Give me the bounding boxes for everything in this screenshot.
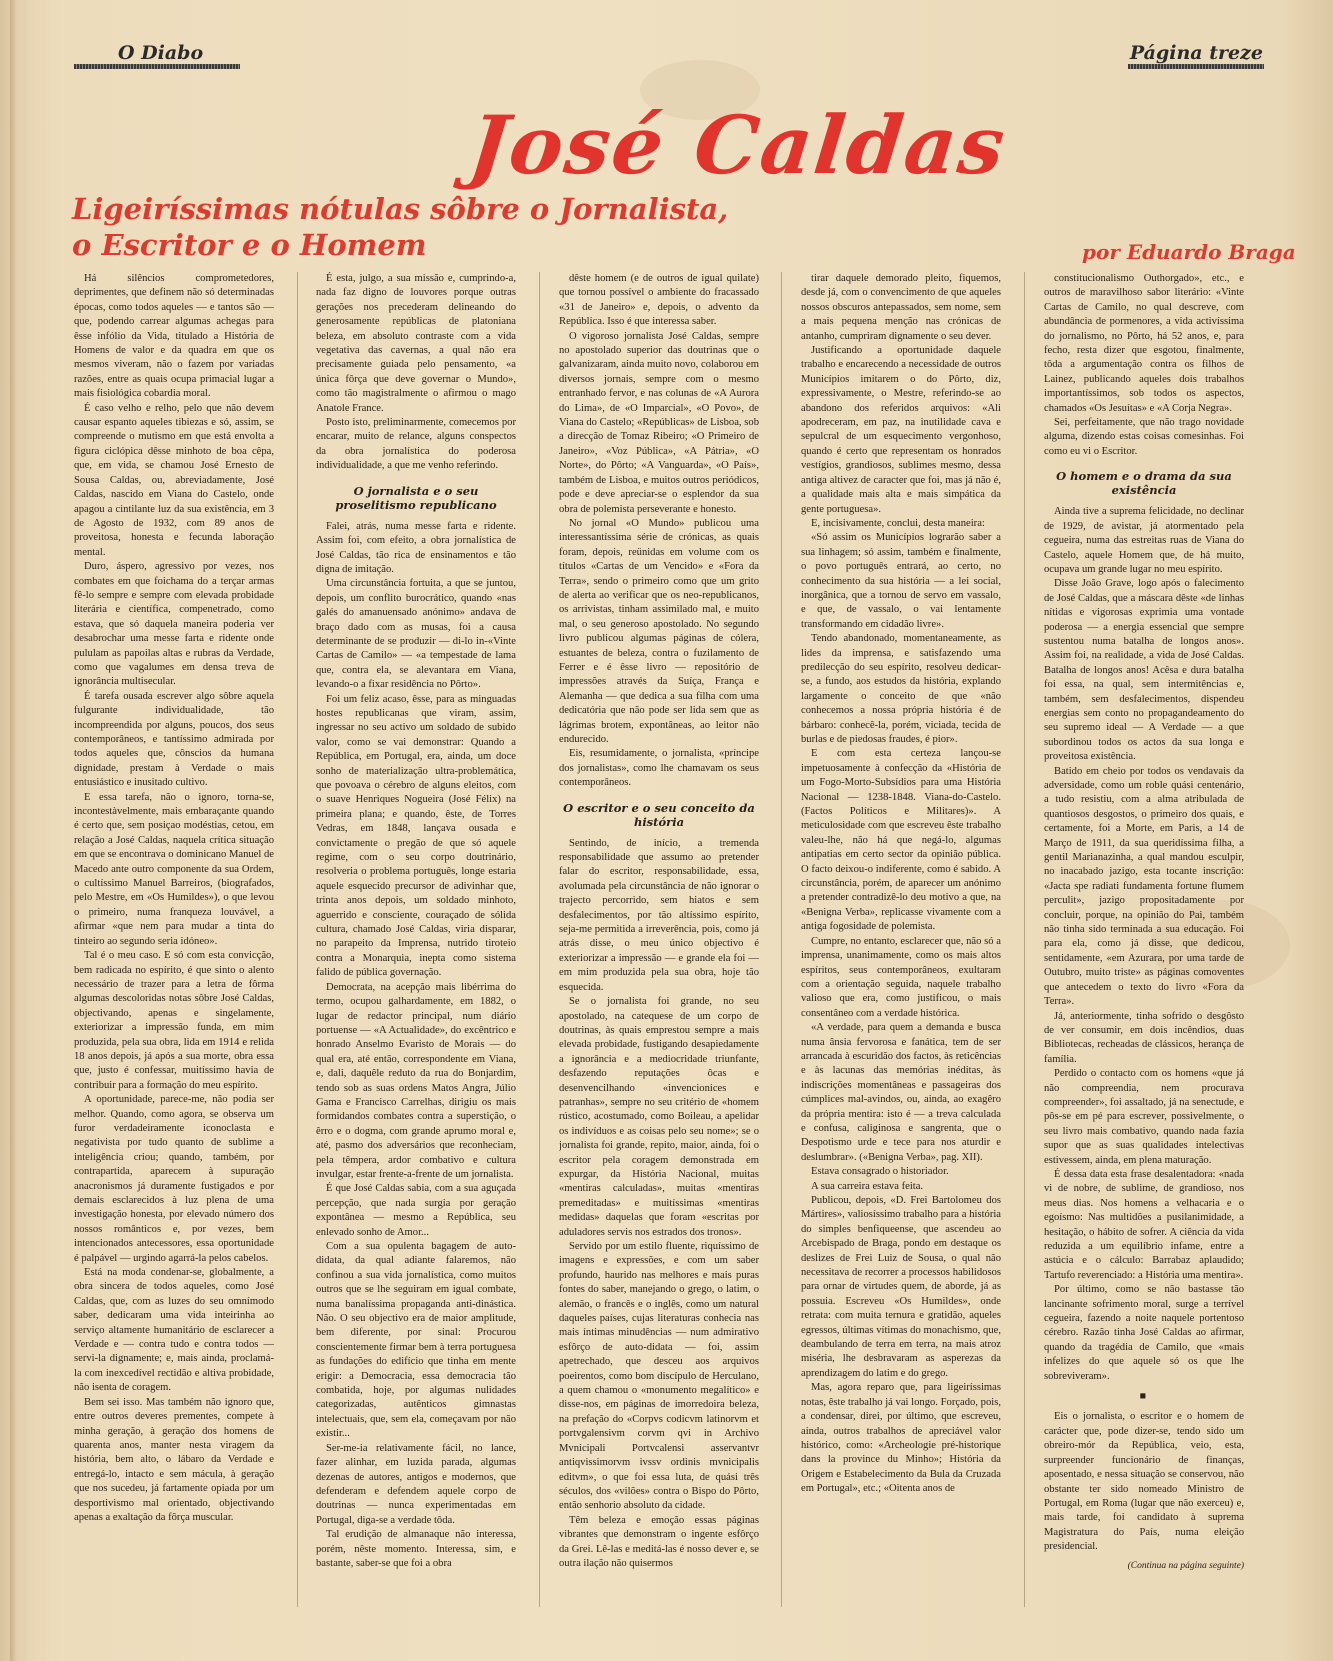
paragraph: A oportunidade, parece-me, não podia ser melhor. Quando, como agora, se observa um furor verdadeiramente iconoclasta e negativista por tudo quanto de sublime a inteligência criou; quando, também, por contrapartida, aparecem à supuração anacronismos já duramente fustigados e por demais esclarecidos à luz plena de uma investigação honesta, por elevado número dos nossos românticos e, por vezes, bem intencionados antecessores, essa oportunidade é palpável — urgindo agarrá-la pelos cabelos. xyxy=(74,1094,274,1264)
page-number: Página treze xyxy=(1129,42,1263,64)
paragraph: Batido em cheio por todos os vendavais da adversidade, como um roble quási centenário, a tudo resistiu, com a alma atribulada de quantiosos desgostos, o primeiro dos quais, e certamente, foi a Morte, em Paris, a 14 de Março de 1911, da sua queridíssima filha, a gentil Marianazinha, a qual mandou esculpir, no inacabado jazigo, esta tocante inscrição: «Jacta spe radiati fundamenta fortune flumem perculit», jazigo propositadamente por concluir, porque, na opinião do Pai, também não tinha sido terminada a sua educação. Foi para ela, como já disse, que dedicou, sentidamente, «em Azurara, por uma tarde de Outubro, muito triste» as páginas comoventes que antecedem o texto do livro «Fora da Terra». xyxy=(1044,765,1244,1008)
paragraph: Posto isto, preliminarmente, comecemos por encarar, muito de relance, alguns conspectos da obra jornalística do poderosa individualidade, a que me venho referindo. xyxy=(316,417,516,472)
header-rule-left xyxy=(74,64,240,69)
paragraph: E essa tarefa, não o ignoro, torna-se, incontestàvelmente, mais embaraçante quando é certo que, sem posiçao modéstias, cetou, em relação a José Caldas, naquela crítica situação em que se encontrava o dominicano Manuel de Macedo ante outro componente da sua Ordem, o cultíssimo Manuel Barreiros, (biografados, pelo Mestre, em «Os Humildes»), o que levou o primeiro, numa franqueza louvável, a afirmar «que nem para mudar a tinta do tinteiro ao segundo seria idóneo». xyxy=(74,791,274,947)
paragraph: No jornal «O Mundo» publicou uma interessantíssima série de crónicas, as quais foram, depois, reünidas em volume com os títulos «Cartas de um Vencido» e «Fora da Terra», sendo o primeiro como que um grito de alerta ao verificar que os neo-republicanos, os arrivistas, tinham assimilado mal, e muito mal, o seu generoso apostolado. No segundo livro publicou algumas páginas de cólera, estuantes de beleza, contra o fuzilamento de Ferrer e é êsse livro — repositório de impressões através da Suíça, França e Alemanha — que dedica a sua filha com uma dedicatória que não pode ser lida sem que as lágrimas brotem, expontâneas, ao leitor não endurecido. xyxy=(559,517,759,745)
paragraph: Estava consagrado o historiador. xyxy=(811,1166,949,1178)
paragraph: Ser-me-ia relativamente fácil, no lance, fazer alinhar, em luzida parada, algumas dezenas de autores, antigos e modernos, que defenderam e defendem aquele corpo de doutrinas — nunca experimentadas em Portugal, diga-se a verdade tôda. xyxy=(316,1442,516,1526)
column-divider xyxy=(1024,272,1025,1607)
paragraph: dêste homem (e de outros de igual quilate) que tornou possível o ambiente do fracassado «31 de Janeiro» e, depois, o advento da República. Isso é que interessa saber. xyxy=(559,273,759,328)
paragraph: Com a sua opulenta bagagem de auto-didata, da qual adiante falaremos, não confinou a sua vida jornalística, como muitos outros que se lhe seguiram em igual combate, numa banalíssima propaganda anti-dinástica. Não. O seu objectivo era de maior amplitude, bem diferente, por sinal: Procurou conscientemente firmar bem à terra portuguesa as fundações do edifício que tinha em mente erigir: a Democracia, essa democracia tão combatida, hoje, por algumas nulidades categorizadas, autênticos gimnastas intelectuais, que, sem ela, começavam por não existir... xyxy=(316,1241,516,1440)
paragraph: O vigoroso jornalista José Caldas, sempre no apostolado superior das doutrinas que o galvanizaram, ainda muito novo, colaborou em diversos jornais, sempre com o mesmo entranhado fervor, e nas colunas de «A Aurora do Lima», de «O Imparcial», «O Povo», de Viana do Castelo; «Repúblicas» de Lisboa, sob a direcção de Tomaz Ribeiro; «O Primeiro de Janeiro», «Voz Pública», «A Pátria», «O Norte», do Pôrto; «A Vanguarda», «O País», também de Lisboa, e muitos outros periódicos, pode e deve apreciar-se o esplendor da sua obra de polemista perseverante e honesto. xyxy=(559,330,759,515)
paragraph: Sentindo, de início, a tremenda responsabilidade que assumo ao pretender falar do escritor, responsabilidade, essa, avolumada pela circunstância de não ignorar o trajecto percorrido, sem hiatos e sem desfalecimentos, por tão altíssimo espírito, seja-me permitida a irreverência, pois, como já atrás disse, o meu único objectivo é exteriorizar a impressão — e grande ela foi — em mim produzida pela sua obra, hoje tão esquecida. xyxy=(559,837,759,993)
header-rule-right xyxy=(1128,64,1264,69)
paragraph: É que José Caldas sabia, com a sua aguçada percepção, que nada surgia por geração expontânea — mesmo a República, seu enlevado sonho de Amor... xyxy=(316,1183,516,1238)
paragraph: Por último, como se não bastasse tão lancinante sofrimento moral, surge a terrível cegueira, fazendo a noite naquele portentoso cérebro. Razão tinha José Caldas ao afirmar, quando da tragédia de Camilo, que «mais infelizes do que aquele só os que lhe sobreviveram». xyxy=(1044,1284,1244,1382)
page-fold-shadow xyxy=(10,0,16,1661)
article-subtitle-line1: Ligeiríssimas nótulas sôbre o Jornalista, xyxy=(72,192,729,226)
paragraph: Têm beleza e emoção essas páginas vibrantes que demonstram o ingente esfôrço da Grei. Lê-las e meditá-las é nosso dever e, se outra ilação não quisermos xyxy=(559,1514,759,1569)
paragraph: Falei, atrás, numa messe farta e ridente. Assim foi, com efeito, a obra jornalística de José Caldas, tão rica de ensinamentos e tão digna de imitação. xyxy=(316,520,516,575)
paragraph: E com esta certeza lançou-se impetuosamente à confecção da «História de um Fogo-Morto-Subsídios para uma História Nacional — 1238-1848. Viana-do-Castelo. (Factos Políticos e Militares)». A meticulosidade com que escreveu êste trabalho valeu-lhe, não há que negá-lo, algumas antipatias em certo sector da opinião pública. O facto deixou-o indiferente, como é sabido. A circunstância, porém, de aparecer um anónimo a pretender contradizê-lo deu motivo a que, na «Benigna Verba», replicasse vivamente com a antiga fogosidade de polemista. xyxy=(801,748,1001,933)
paragraph: Servido por um estilo fluente, riquíssimo de imagens e expressões, e com um saber profundo, haurido nas melhores e mais puras fontes do saber, manejando o grego, o latim, o alemão, o francês e o inglês, como um natural daqueles países, cujas literaturas conhecia nas mais íntimas minudências — num admirativo esfôrço de auto-didata — foi, assim apetrechado, que desceu aos arquivos poeirentos, como bom discípulo de Herculano, a quem chamou o «monumento megalítico» e disse-nos, em páginas de imorredoira beleza, na prefação do «Corpvs codicvm latinorvm et portvgalensivm corvm qvi in Archivo Mvnicipali Portvcalensi asservantvr antiqvissimorvm ivssv ordinis mvnicipalis editvm», o que foi essa luta, de quási três séculos, dos «vilões» contra o Bispo do Pôrto, então senhorio absoluto da cidade. xyxy=(559,1241,759,1512)
section-heading: O jornalista e o seu proselitismo republicano xyxy=(335,483,497,512)
section-separator: ■ xyxy=(1139,1391,1149,1403)
paragraph: É caso velho e relho, pelo que não devem causar espanto aqueles tibiezas e só, assim, se compreende o mutismo em que está envolta a figura ciclópica dêsse minhoto de boa cêpa, que, em vida, se chamou José Ernesto de Sousa Caldas, ou, abreviadamente, José Caldas, nascido em Viana do Castelo, onde apagou a cintilante luz da sua existência, em 3 de Agosto de 1932, com 89 anos de proveitosa, honesta e fecunda laboração mental. xyxy=(74,402,274,558)
text-column-4 xyxy=(801,272,1001,1607)
paragraph: Mas, agora reparo que, para ligeiríssimas notas, êste trabalho já vai longo. Forçado, pois, a condensar, direi, por último, que escreveu, ainda, outros trabalhos de apreciável valor histórico, como: «Archeologie pré-historique dans la province du Minho»; História da Origem e Estabelecimento da Bula da Cruzada em Portugal», etc.; «Oitenta anos de xyxy=(801,1382,1001,1495)
paragraph: Duro, áspero, agressivo por vezes, nos combates em que foichama do a terçar armas fê-lo sempre e sempre com elevada probidade literária e científica, compenetrado, como estava, que só daquela maneira poderia ver desabrochar uma messe farta e ridente onde pululam as papoilas altas e rubras da Verdade, como que vagalumes em densa treva de ignorância multisecular. xyxy=(74,561,274,688)
paragraph: tirar daquele demorado pleito, fiquemos, desde já, com o convencimento de que aqueles nossos obscuros antepassados, sem nome, sem a mais pequena menção nas crónicas de antanho, cumpriram dignamente o seu dever. xyxy=(801,273,1001,342)
paragraph: Sei, perfeitamente, que não trago novidade alguma, dizendo estas coisas comesinhas. Foi como eu vi o Escritor. xyxy=(1044,417,1244,457)
text-column-3 xyxy=(559,272,759,1607)
column-divider xyxy=(781,272,782,1607)
paragraph: E, incisivamente, conclui, desta maneira: xyxy=(811,517,985,529)
paragraph: Bem sei isso. Mas também não ignoro que, entre outros deveres prementes, compete à minha geração, à geração dos homens de quarenta anos, manter nesta viragem da história, bem alto, o lábaro da Verdade e entregá-lo, intacto e sem mácula, à geração que nos sucedeu, já fartamente opiada por um desportivismo mal orientado, objectivando apenas a exaltação da fôrça muscular. xyxy=(74,1396,274,1523)
paragraph: Democrata, na acepção mais libérrima do termo, ocupou galhardamente, em 1882, o lugar de redactor principal, num diário portuense — «A Actualidade», do excêntrico e honrado Anselmo Evaristo de Morais — do qual era, até então, correspondente em Viana, e, dali, daquêle reduto da rua do Bonjardim, tendo sob as suas ordens Matos Angra, Júlio Gama e Francisco Carrelhas, dirigiu os mais formidandos combates contra a superstição, o êrro e o dogma, com grande aprumo moral e, até, pasmo dos adversários que reconheciam, pela têmpera, ardor combativo e cultura invulgar, estar frente-a-frente de um jornalista. xyxy=(316,981,516,1180)
section-heading: O homem e o drama da sua existência xyxy=(1056,469,1232,498)
paragraph: Publicou, depois, «D. Frei Bartolomeu dos Mártires», valiosíssimo trabalho para a história do simples benfiqueense, que ascendeu ao Arcebispado de Braga, pondo em destaque os deslizes de Frei Luiz de Sousa, o qual não necessitava de recorrer a processos habilidosos para ornar de virtudes quem, de aborde, já as possuia. Escreveu «Os Humildes», onde retrata: com muita ternura e gratidão, aqueles egressos, últimas vítimas do monachismo, que, deambulando de terra em terra, na mais atroz miséria, lhe desbravaram as asperezas da aprendizagem do latim e do grego. xyxy=(801,1195,1001,1379)
paragraph: Tendo abandonado, momentaneamente, as lides da imprensa, e satisfazendo uma predilecção do seu espírito, resolveu dedicar-se, a fundo, aos estudos da história, explando largamente o conceito de que «não conhecemos a nossa própria história é de bárbaro: conhecê-la, porém, viciada, tecida de burlas e de piedosas fraudes, é pior». xyxy=(801,633,1001,745)
text-column-1 xyxy=(74,272,274,1607)
article-title: José Caldas xyxy=(465,98,1011,192)
paragraph: «Só assim os Municípios lograrão saber a sua linhagem; só assim, também e finalmente, o povo português entrará, ao certo, no conhecimento da sua história — a lei social, inorgânica, que a tornou de servo em vassalo, e que, de vassalo, o vai lentamente transformando em cidadão livre». xyxy=(801,532,1001,630)
article-byline: por Eduardo Braga xyxy=(1082,240,1296,264)
section-heading: O escritor e o seu conceito da história xyxy=(563,800,755,829)
paragraph: Já, anteriormente, tinha sofrido o desgôsto de ver consumir, em dois incêndios, duas Bibliotecas, recheadas de clássicos, herança de família. xyxy=(1044,1010,1244,1065)
paragraph: A sua carreira estava feita. xyxy=(811,1180,924,1192)
paragraph: Tal é o meu caso. E só com esta convicção, bem radicada no espírito, é que sinto o alento necessário de trazer para a letra de fôrma algumas descoloridas notas sôbre José Caldas, objectivando, apenas e singelamente, exteriorizar a impressão funda, em mim produzida, pela sua obra, lida em 1914 e relida 18 anos depois, já após a sua morte, obra essa que, justo é confessar, muitíssimo havia de contribuir para a formação do meu espírito. xyxy=(74,950,274,1091)
paragraph: Justificando a oportunidade daquele trabalho e encarecendo a necessidade de outros Municípios imitarem o do Pôrto, diz, expressivamente, o Mestre, referindo-se ao abandono dos referidos arquivos: «Ali apodreceram, em paz, na inutilidade cava e sepulcral de um esquecimento vergonhoso, quando é certo que representam os honrados vestígios, grandiosos, sublimes mesmo, dessa antiga altivez de caracter que foi, mas já não é, a qualidade mais alta e mais simpática da gente portuguesa». xyxy=(801,345,1001,515)
paragraph: Está na moda condenar-se, globalmente, a obra sincera de todos aqueles, como José Caldas, que, com as luzes do seu omnímodo saber, dedicaram uma vida inteirinha ao serviço altamente humanitário de esclarecer a Verdade e — contra tudo e contra todos — servi-la dignamente; e, mais ainda, proclamá-la com inexcedível rectidão e altiva probidade, não isenta de coragem. xyxy=(74,1267,274,1394)
continued-note: (Continua na página seguinte) xyxy=(1127,1560,1244,1571)
paragraph: É dessa data esta frase desalentadora: «nada vi de nobre, de sublime, de grandioso, nos meus dias. Nos homens a velhacaria e o egoísmo: Nas multidões a pusilanimidade, a hesitação, o hábito de sofrer. A ciência da vida reduzida a um equilíbrio infame, entre a astúcia e o cálculo: Barrabaz aplaudido; Tartufo reverenciado: a História uma mentira». xyxy=(1044,1168,1244,1281)
column-divider xyxy=(297,272,298,1607)
paragraph: Ainda tive a suprema felicidade, no declinar de 1929, de avistar, já atormentado pela cegueira, numa das estreitas ruas de Viana do Castelo, aquele Homem que, de há muito, ocupava um grande lugar no meu espírito. xyxy=(1044,506,1244,575)
paragraph: Cumpre, no entanto, esclarecer que, não só a imprensa, unanimamente, como os mais altos espíritos, seus contemporâneos, exultaram com a orientação seguida, naquele trabalho valioso que era, como justificou, o mais consentâneo com a verdade histórica. xyxy=(801,935,1001,1019)
paragraph: «A verdade, para quem a demanda e busca numa ânsia fervorosa e fanática, tem de ser arrancada à escuridão dos factos, às reticências e às lacunas das memórias inéditas, às indiscrições momentâneas e passageiras dos cúmplices mal-avindos, ou, ainda, ao exagêro da própria mentira: isto é — a treva calculada e confusa, caliginosa e sangrenta, que o Despotismo urde e tece para nos aturdir e deslumbrar». («Benigna Verba», pag. XII). xyxy=(801,1022,1001,1163)
paragraph: Se o jornalista foi grande, no seu apostolado, na catequese de um corpo de doutrinas, às quais emprestou sempre a mais elevada probidade, fustigando desapiedamente a ignorância e a mediocridade triunfante, desfazendo reputações ôcas e desenvencilhando «invencionices e patranhas», sempre no seu critério de «homem rústico, acostumado, como Boileau, a apelidar os indivíduos e as coisas pelo seu nome»; se o jornalista foi grande, repito, maior, ainda, foi o escritor pela coragem demonstrada em expurgar, da História Nacional, muitas «mentiras calculadas», muitas «mentiras premeditadas» e muitíssimas «mentiras medidas» daquelas que foram «escritas por aduladores servis nos estrados dos tronos». xyxy=(559,996,759,1238)
paragraph: constitucionalismo Outhorgado», etc., e outros de maravilhoso sabor literário: «Vinte Cartas de Camilo, no qual descreve, com abundância de pormenores, a vida activíssima do jornalismo, no Pôrto, há 52 anos, e, para fecho, resta dizer que esgotou, finalmente, tôda a argumentação contra os filhos de Lainez, publicando aqueles dois trabalhos importantíssimos, sob todos os aspectos, chamados «Os Jesuítas» e «A Corja Negra». xyxy=(1044,273,1244,414)
column-divider xyxy=(539,272,540,1607)
paragraph: É tarefa ousada escrever algo sôbre aquela fulgurante individualidade, tão incompreendida por alguns, poucos, dos seus contemporâneos, e tantíssimo admirada por todos aqueles que, cônscios da humana dignidade, prestam à Verdade o mais entusiástico e inusitado cultivo. xyxy=(74,690,274,789)
paragraph: Eis, resumidamente, o jornalista, «príncipe dos jornalistas», como lhe chamavam os seus contemporâneos. xyxy=(559,748,759,789)
paragraph: Tal erudição de almanaque não interessa, porém, nêste momento. Interessa, sim, e bastante, saber-se que foi a obra xyxy=(316,1529,516,1569)
paragraph: Foi um feliz acaso, êsse, para as minguadas hostes republicanas que viram, assim, ingressar no seu activo um soldado de subido valor, como se vai demonstrar: Quando a República, em Portugal, era, ainda, um doce sonho de materialização ultra-problemática, que povoava o cérebro de alguns eleitos, com o suave Henriques Nogueira (José Félix) na primeira plana; e quando, êste, de Torres Vedras, em 1848, lançava ousada e convictamente o pregão de que só aquele regime, com o seu corpo doutrinário, resolveria o problema português, longe estaria aquele esquecido precursor de adivinhar que, trinta anos depois, um soldado minhoto, aguerrido e consciente, couraçado de sólida cultura, chamado José Caldas, viria disparar, no parapeito da Imprensa, nutrido tiroteio contra a Monarquia, inepta como sistema falido de pública governação. xyxy=(316,693,516,979)
article-subtitle-line2: o Escritor e o Homem xyxy=(72,228,427,262)
text-column-2 xyxy=(316,272,516,1607)
paragraph: Eis o jornalista, o escritor e o homem de carácter que, pode dizer-se, tendo sido um obreiro-mór da República, veio, esta, surpreender funcionário de finanças, aposentado, e nessa situação se conservou, não obstante ter sido nomeado Ministro de Portugal, em Roma (lugar que não exerceu) e, mais tarde, foi candidato à suprema Magistratura do País, numa eleição presidencial. xyxy=(1044,1411,1244,1553)
paragraph: É esta, julgo, a sua missão e, cumprindo-a, nada faz digno de louvores porque outras gerações nos precederam delineando do generosamente repúblicas de platoniana beleza, em absoluto contraste com a vida vegetativa das cavernas, a qual não era precisamente guiada pelo pensamento, «a única fôrça que deve governar o Mundo», como tão magistralmente o afirmou o mago Anatole France. xyxy=(316,273,516,414)
paragraph: Disse João Grave, logo após o falecimento de José Caldas, que a máscara dêste «de linhas nítidas e vigorosas exprimia uma vontade poderosa — a energia essencial que sempre sustentou numa batalha de longos anos». Assim foi, na realidade, a vida de José Caldas. Batalha de longos anos! Acêsa e dura batalha foi essa, na qual, sem intermitências e, também, sem desfalecimentos, dispendeu energias sem conto no propagandeamento do seu supremo ideal — A Verdade — a que subordinou todos os actos da sua longa e proveitosa existência. xyxy=(1044,578,1244,763)
paragraph: Há silêncios comprometedores, deprimentes, que definem não só determinadas épocas, como todos aqueles — e tantos são — que, podendo carrear algumas achegas para êsse infólio da Vida, titulado a História de Homens de valor e da quadra em que os mesmos viveram, não o fazem por variadas razões, entre as quais ocupa primacial lugar a mais fisiológica cobardia moral. xyxy=(74,273,274,400)
newspaper-name: O Diabo xyxy=(118,42,204,64)
paragraph: Uma circunstância fortuita, a que se juntou, depois, um conflito burocrático, quando «nas galés do amanuensado anónimo» andava de braço dado com as musas, foi a causa determinante de se produzir — di-lo in-«Vinte Cartas de Camilo» — «a tempestade de lama que, contra ela, se alevantara em Viana, levando-o a fixar residência no Pôrto». xyxy=(316,578,516,691)
paragraph: Perdido o contacto com os homens «que já não compreendia, nem procurava compreender», foi assaltado, já na senectude, e pôs-se em pé para escrever, possivelmente, o seu livro mais combativo, quando nada fazia supor que as suas qualidades intelectivas estivessem, ainda, em plena maturação. xyxy=(1044,1068,1244,1166)
text-column-5 xyxy=(1044,272,1244,1607)
